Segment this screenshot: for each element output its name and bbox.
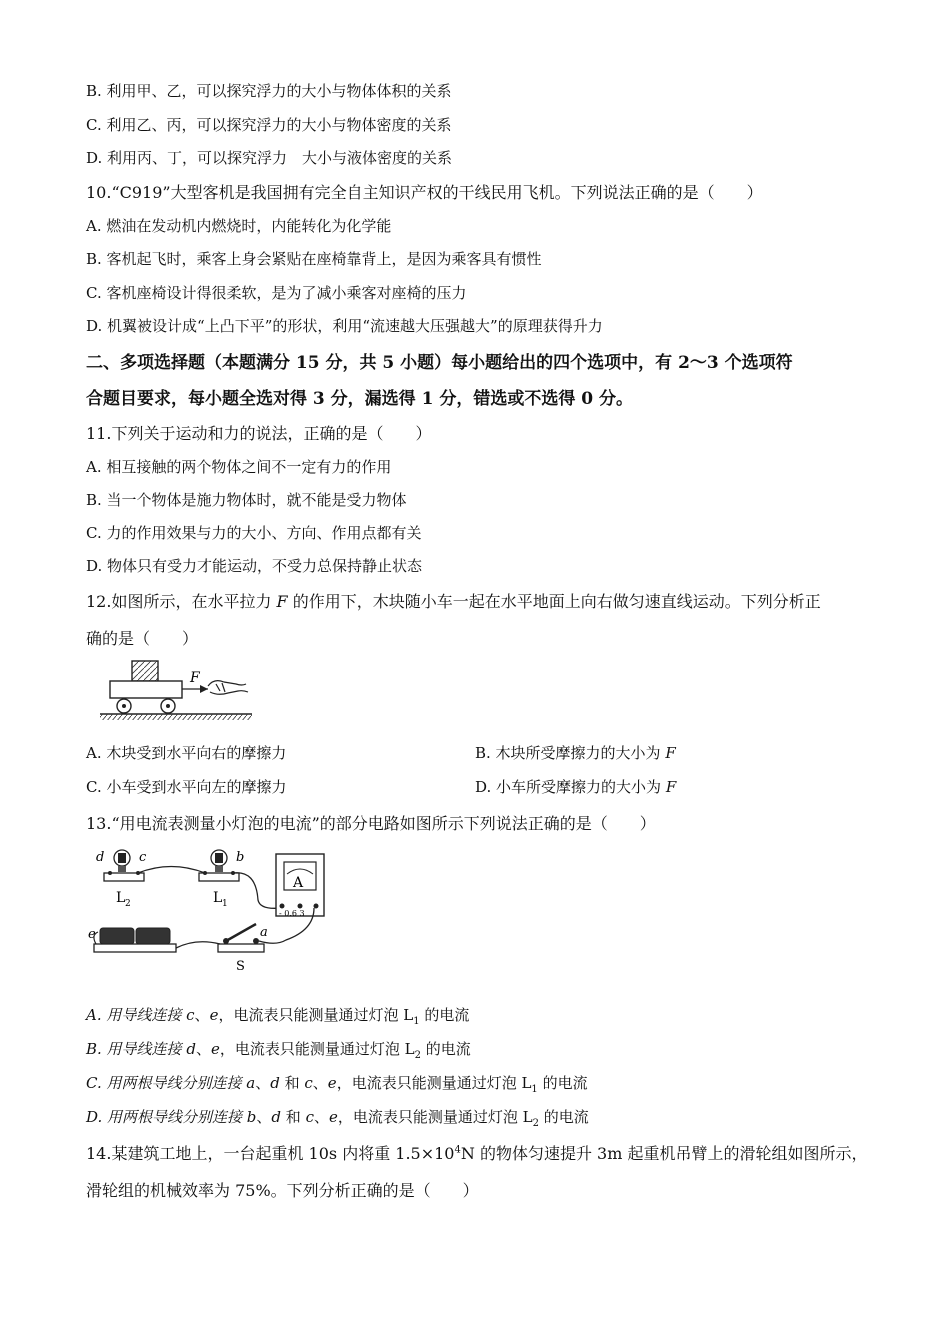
svg-text:b: b: [236, 850, 245, 865]
svg-text:L: L: [116, 890, 126, 906]
svg-text:- 0.6 3: - 0.6 3: [279, 909, 305, 918]
q9-option-b: B. 利用甲、乙，可以探究浮力的大小与物体体积的关系: [86, 82, 452, 100]
q12-stem-part2: 的作用下，木块随小车一起在水平地面上向右做匀速直线运动。下列分析正: [287, 592, 821, 611]
svg-text:2: 2: [125, 899, 131, 909]
hand-icon: [208, 681, 248, 695]
cart-body: [110, 681, 182, 698]
q13-option-d: D. 用两根导线分别连接 b、d 和 c、e，电流表只能测量通过灯泡 $L_2$ 的电流: [86, 1108, 589, 1129]
circuit-figure: [86, 840, 336, 980]
q12-option-c: C. 小车受到水平向左的摩擦力: [86, 778, 287, 796]
svg-text:c: c: [139, 850, 147, 865]
q12-stem-line2: 确的是（ ）: [86, 629, 199, 648]
q10-stem: 10.“C919”大型客机是我国拥有完全自主知识产权的干线民用飞机。下列说法正确的是（ ）: [86, 183, 763, 202]
svg-text:L: L: [213, 890, 223, 906]
q12-stem-line1: [86, 589, 821, 612]
q13-stem: 13.“用电流表测量小灯泡的电流”的部分电路如图所示下列说法正确的是（ ）: [86, 814, 656, 833]
section2-heading-line1: 二、多项选择题（本题满分 15 分，共 5 小题）每小题给出的四个选项中，有 2～3 个选项符: [86, 353, 793, 373]
battery-cell-2: [136, 928, 170, 944]
q10-option-c: C. 客机座椅设计得很柔软，是为了减小乘客对座椅的压力: [86, 284, 467, 302]
q11-stem: 11.下列关于运动和力的说法，正确的是（ ）: [86, 424, 432, 443]
q13-option-a: A. 用导线连接 c、e，电流表只能测量通过灯泡 $L_1$ 的电流: [86, 1006, 470, 1027]
svg-text:e: e: [88, 927, 96, 942]
svg-text:d: d: [96, 850, 105, 865]
q14-stem-line2: 滑轮组的机械效率为 75%。下列分析正确的是（ ）: [86, 1181, 479, 1200]
q9-option-c: C. 利用乙、丙，可以探究浮力的大小与物体密度的关系: [86, 116, 452, 134]
q11-option-c: C. 力的作用效果与力的大小、方向、作用点都有关: [86, 524, 422, 542]
q10-option-b: B. 客机起飞时，乘客上身会紧贴在座椅靠背上，是因为乘客具有惯性: [86, 250, 542, 268]
force-label-f: F: [190, 670, 200, 686]
svg-text:S: S: [236, 959, 245, 974]
q11-option-a: A. 相互接触的两个物体之间不一定有力的作用: [86, 458, 392, 476]
q12-option-a: A. 木块受到水平向右的摩擦力: [86, 744, 287, 762]
svg-text:a: a: [260, 925, 268, 940]
q9-option-d: D. 利用丙、丁，可以探究浮力 大小与液体密度的关系: [86, 149, 453, 167]
switch-lever: [226, 924, 256, 941]
q14-stem-line1: 14.某建筑工地上，一台起重机 10s 内将重 $1.5\times 10^4N$ 的物体匀速提升 3m 起重机吊臂上的滑轮组如图所示，: [86, 1144, 868, 1163]
q13-option-c: C. 用两根导线分别连接 a、d 和 c、e，电流表只能测量通过灯泡 $L_1$ 的电流: [86, 1074, 588, 1095]
q11-option-d: D. 物体只有受力才能运动，不受力总保持静止状态: [86, 557, 423, 575]
q12-option-b: B. 木块所受摩擦力的大小为 F: [475, 744, 676, 762]
battery-base: [94, 944, 176, 952]
svg-text:1: 1: [222, 899, 228, 909]
q12-stem-part1: 12.如图所示，在水平拉力: [86, 592, 277, 611]
section2-heading-line2: 合题目要求，每小题全选对得 3 分，漏选得 1 分，错选或不选得 0 分。: [86, 389, 633, 409]
q10-option-a: A. 燃油在发动机内燃烧时，内能转化为化学能: [86, 217, 392, 235]
cart-figure: [96, 656, 256, 724]
svg-text:A: A: [293, 875, 304, 891]
q10-option-d: D. 机翼被设计成“上凸下平”的形状，利用“流速越大压强越大”的原理获得升力: [86, 317, 603, 335]
q11-option-b: B. 当一个物体是施力物体时，就不能是受力物体: [86, 491, 407, 509]
wood-block: [132, 661, 158, 681]
battery-cell-1: [100, 928, 134, 944]
q13-option-b: B. 用导线连接 d、e，电流表只能测量通过灯泡 $L_2$ 的电流: [86, 1040, 471, 1061]
switch-base: [218, 944, 264, 952]
q12-option-d: D. 小车所受摩擦力的大小为 F: [475, 778, 677, 796]
q12-var-f: F: [276, 592, 288, 611]
